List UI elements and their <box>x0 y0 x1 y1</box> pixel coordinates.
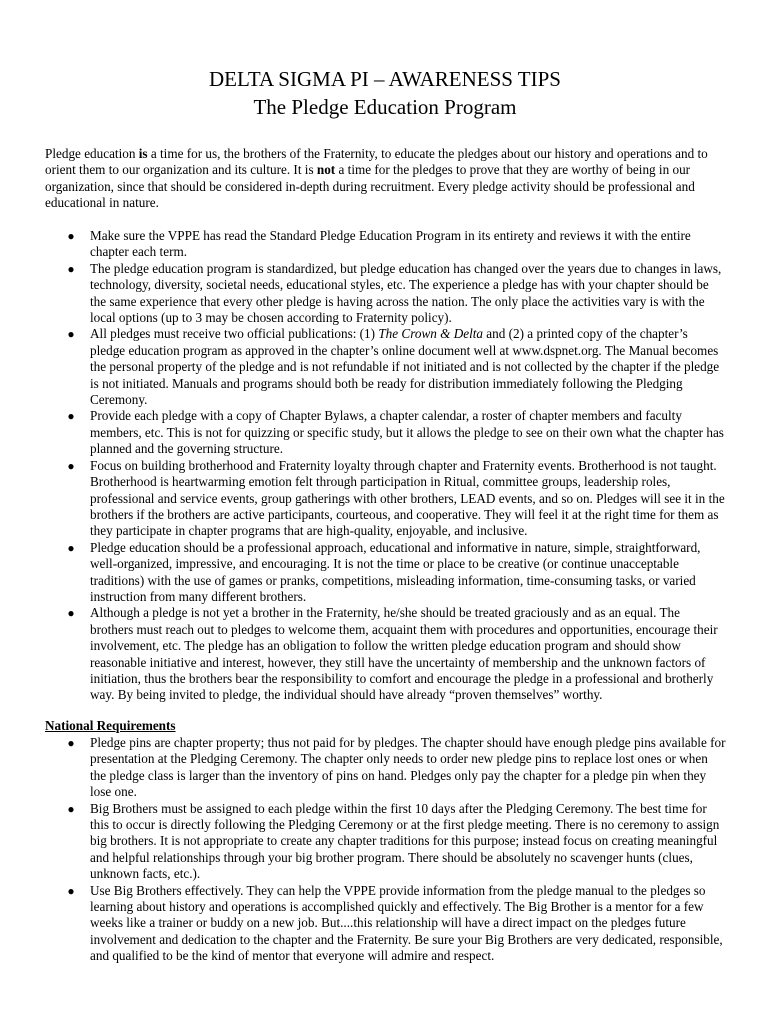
list-item: ● Focus on building brotherhood and Fraternity loyalty through chapter and Fraternity events. Brotherhood is not taught. Brotherhood is heartwarming emotion felt through participation in Ritual, committee groups, leadership roles, professional and service events, group gatherings with other brothers, LEAD events, and so on. Pledges will see it in the brothers if the brothers are active participants, courteous, and cooperative. They will feel it at the right time for them as they participate in chapter programs that are high-quality, enjoyable, and inclusive. <box>67 457 725 539</box>
list-item: ● Big Brothers must be assigned to each pledge within the first 10 days after the Pledging Ceremony. The best time for this to occur is directly following the Pledging Ceremony or at the first pledge meeting. There is no ceremony to assign big brothers. It is not appropriate to create any chapter traditions for this purpose; instead focus on creating meaningful and helpful relationships through your big brother program. There should be absolutely no scavenger hunts (clues, unknown facts, etc.). <box>67 800 720 882</box>
document-subtitle: The Pledge Education Program <box>253 95 517 119</box>
list-item: ● Pledge pins are chapter property; thus not paid for by pledges. The chapter should have enough pledge pins available for presentation at the Pledging Ceremony. The chapter only needs to order new pledge pins to replace lost ones or when the pledge class is larger than the inventory of pins on hand. Pledges only pay the chapter for a pledge pin when they lose one. <box>67 735 726 800</box>
bullet-icon: ● <box>67 409 75 424</box>
bullet-icon: ● <box>67 540 75 555</box>
bullet-icon: ● <box>67 801 75 816</box>
awareness-tips-list <box>67 228 726 704</box>
bullet-icon: ● <box>67 606 75 621</box>
publication-title: The Crown & Delta <box>378 326 483 342</box>
list-item: ● Provide each pledge with a copy of Chapter Bylaws, a chapter calendar, a roster of chapter members and faculty members, etc. This is not for quizzing or specific study, but it allows the pledge to see on their own what the chapter has planned and the governing structure. <box>67 408 724 457</box>
section-heading-national-requirements: National Requirements <box>45 718 176 733</box>
intro-emphasis-is: is <box>138 146 148 161</box>
bullet-icon: ● <box>67 458 75 473</box>
intro-emphasis-not: not <box>316 162 336 178</box>
document-title: DELTA SIGMA PI – AWARENESS TIPS <box>209 67 561 91</box>
bullet-icon: ● <box>67 883 75 898</box>
list-item: ● All pledges must receive two official publications: (1) The Crown & Delta and (2) a printed copy of the chapter’s pledge education program as approved in the chapter’s online document well at www.dspnet.org. The Manual becomes the personal property of the pledge and is not refundable if not initiated and is not collected by the chapter if the pledge is not initiated. Manuals and programs should both be ready for distribution immediately following the Pledging Ceremony. <box>67 326 720 408</box>
bullet-icon: ● <box>67 261 75 276</box>
intro-paragraph: Pledge education is a time for us, the brothers of the Fraternity, to educate the pledges about our history and operations and to orient them to our organization and its culture. It is not a time for the pledges to prove that they are worthy of being in our organization, since that should be considered in-depth during recruitment. Every pledge activity should be professional and educational in nature. <box>45 146 708 211</box>
national-requirements-list <box>67 735 726 965</box>
bullet-icon: ● <box>67 736 75 750</box>
bullet-icon: ● <box>67 229 75 243</box>
bullet-icon: ● <box>67 327 75 342</box>
list-item: ● Although a pledge is not yet a brother in the Fraternity, he/she should be treated graciously and as an equal. The brothers must reach out to pledges to welcome them, acquaint them with procedures and opportunities, encourage their involvement, etc. The pledge has an obligation to follow the written pledge education program and should show reasonable initiative and interest, however, they still have the uncertainty of membership and the unknown factors of initiation, thus the brothers bear the responsibility to comfort and encourage the pledge in a professional and brotherly way. By being invited to pledge, the individual should have already “proven themselves” worthy. <box>67 605 718 703</box>
list-item: ● Make sure the VPPE has read the Standard Pledge Education Program in its entirety and reviews it with the entire chapter each term. <box>67 228 691 260</box>
list-item: ● Use Big Brothers effectively. They can help the VPPE provide information from the pledge manual to the pledges so learning about history and operations is accomplished quickly and effectively. The Big Brother is a mentor for a few weeks like a trainer or buddy on a new job. But....this relationship will have a direct impact on the pledges future involvement and dedication to the chapter and the Fraternity. Be sure your Big Brothers are very dedicated, responsible, and qualified to be the kind of mentor that everyone will admire and respect. <box>67 882 723 964</box>
list-item: ● Pledge education should be a professional approach, educational and informative in nature, simple, straightforward, well-organized, impressive, and encouraging. It is not the time or place to be creative (or continue unacceptable traditions) with the use of games or pranks, competitions, misleading information, time-consuming tasks, or varied instruction from many different brothers. <box>67 539 701 604</box>
list-item: ● The pledge education program is standardized, but pledge education has changed over the years due to changes in laws, technology, diversity, societal needs, educational styles, etc. The experience a pledge has with your chapter should be the same experience that every other pledge is having across the nation. The only place the activities vary is with the local options (up to 3 may be chosen according to Fraternity policy). <box>67 260 722 326</box>
